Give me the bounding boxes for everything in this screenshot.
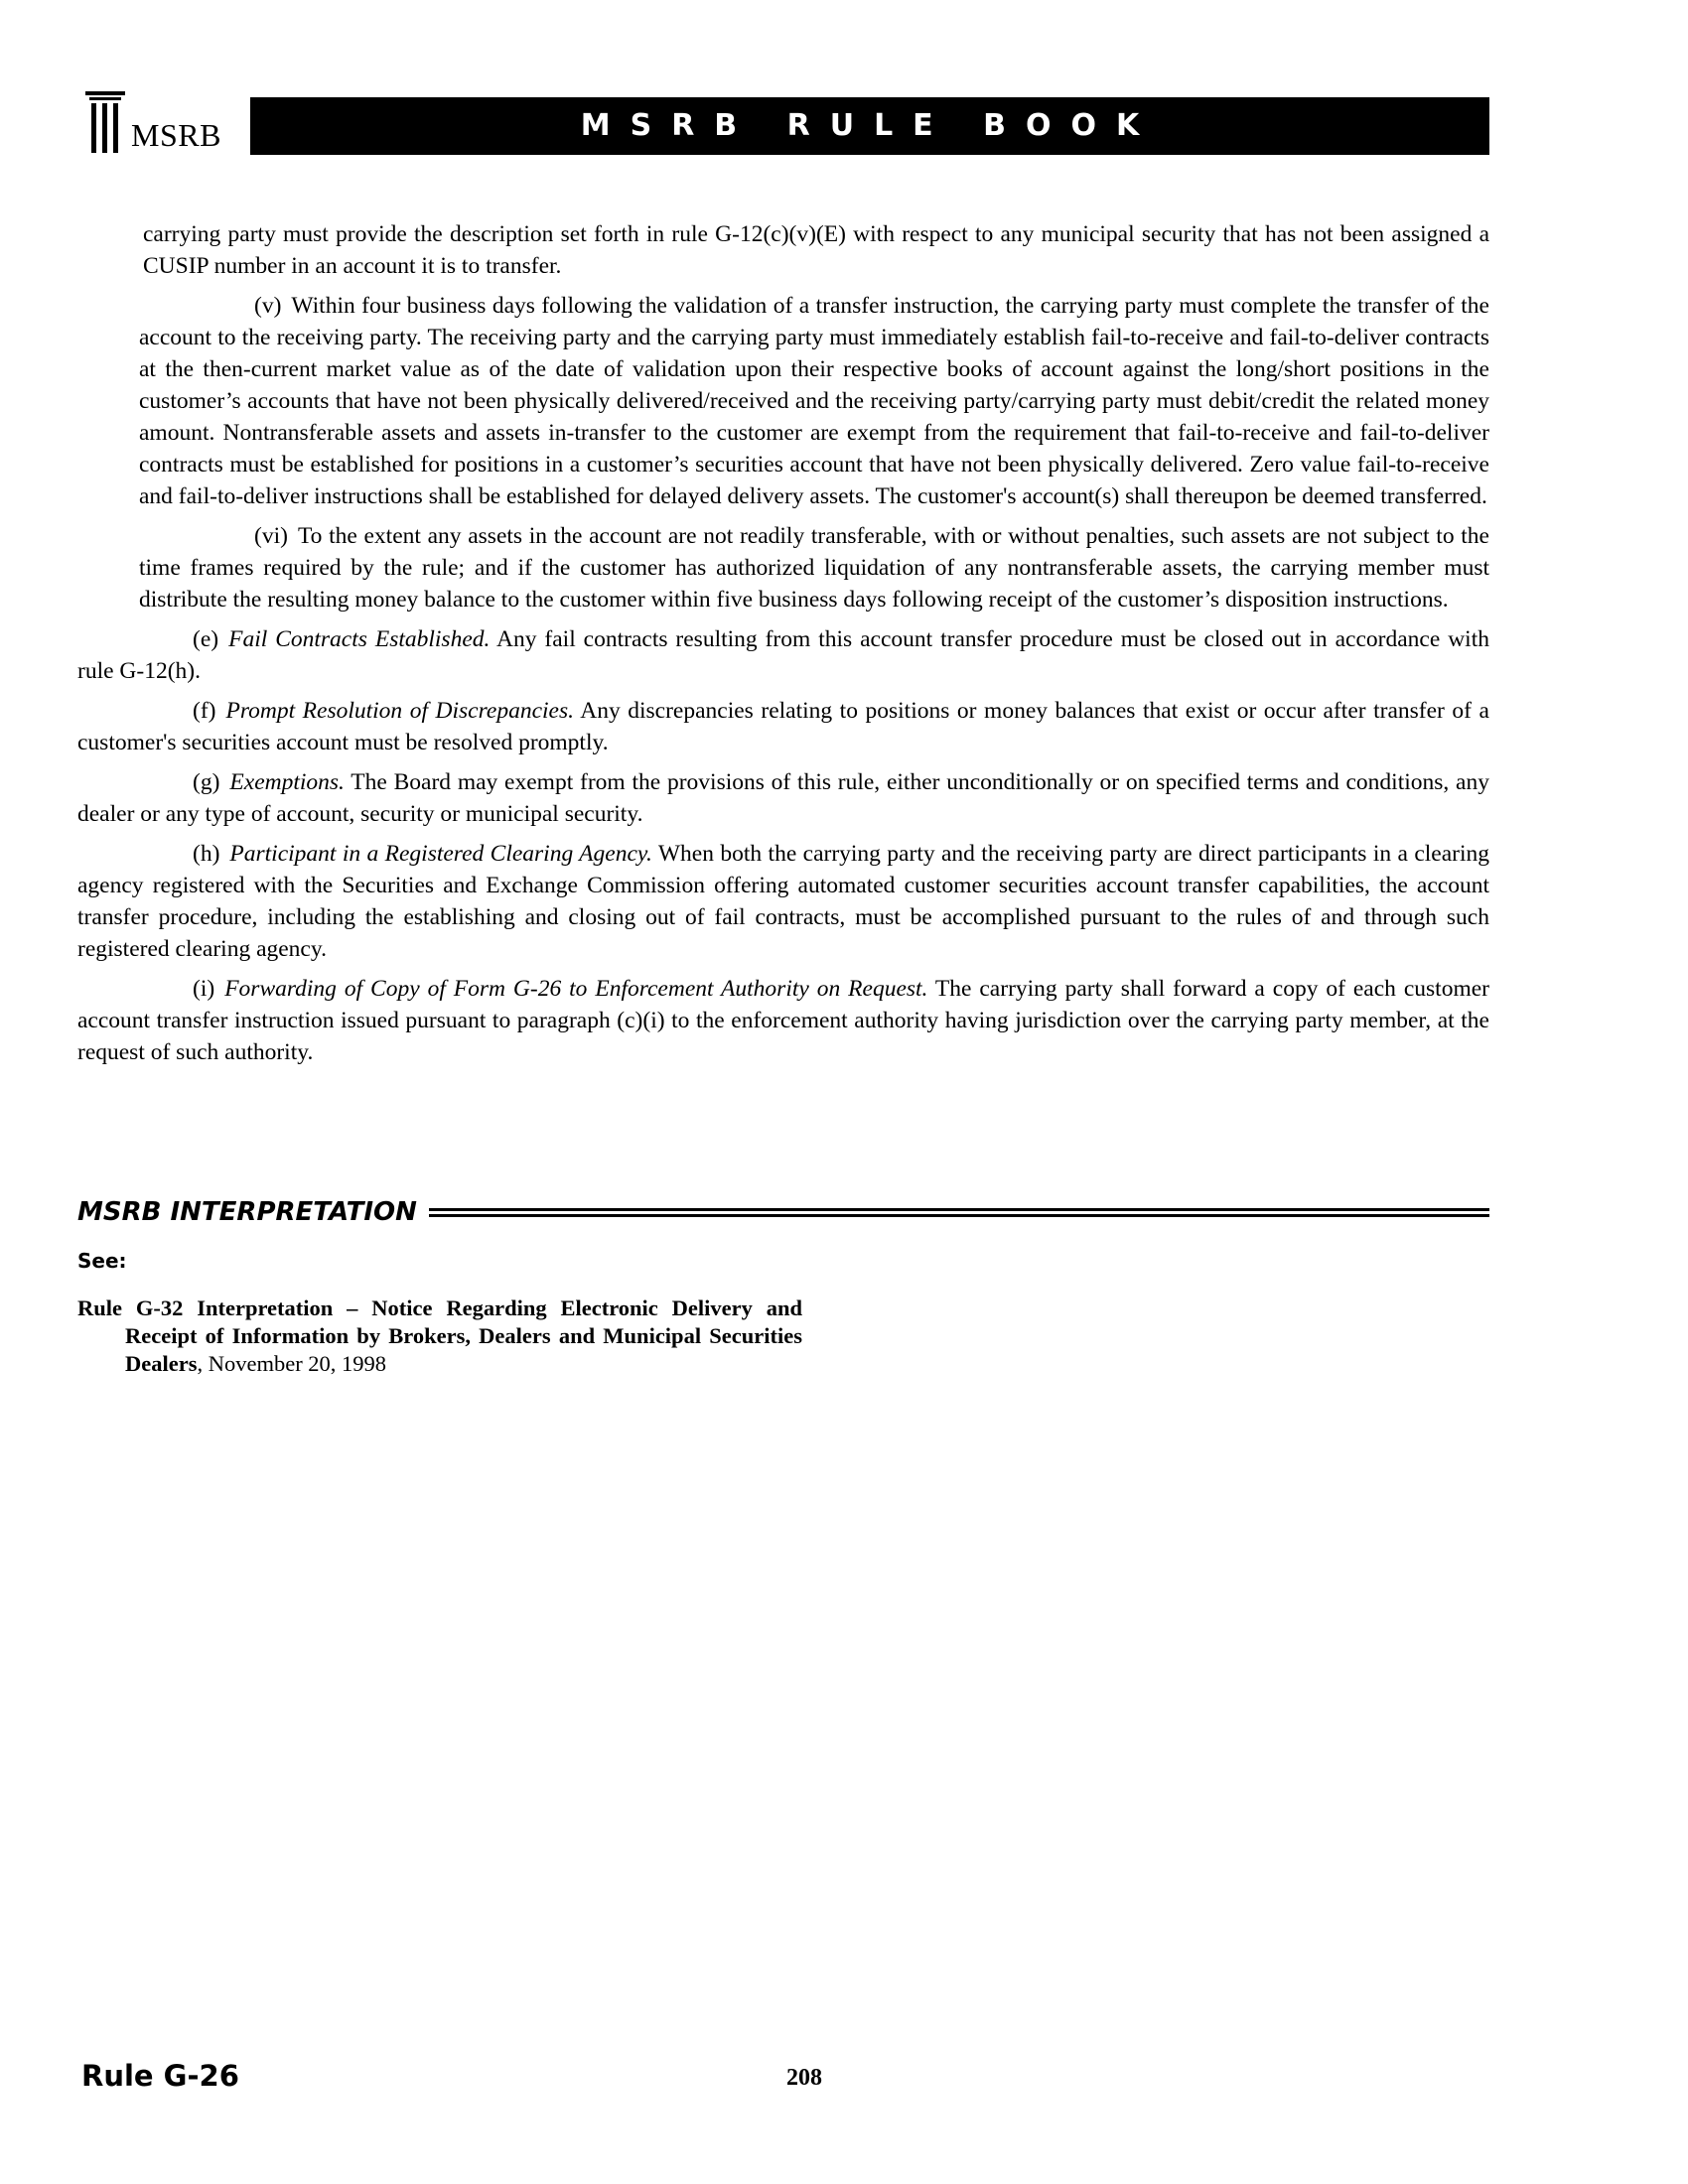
see-label: See: xyxy=(77,1249,127,1273)
reference-title: Rule G-32 Interpretation – Notice Regarding Electronic Delivery and Receipt of Information by Brokers, Dealers and Municipal Securities Dealers xyxy=(77,1296,802,1376)
paragraph-vi xyxy=(77,520,1489,615)
pillars-icon xyxy=(83,91,127,157)
interpretation-reference[interactable] xyxy=(77,1295,802,1378)
double-rule-divider xyxy=(429,1208,1489,1217)
section-label: (i) xyxy=(193,976,215,1002)
paragraph-text: Within four business days following the validation of a transfer instruction, the carrying party must complete the transfer of the account to the receiving party. The receiving party and the carrying party must immediately establish fail-to-receive and fail-to-deliver contracts at the then-current market value as of the date of validation upon their respective books of account against the long/short positions in the customer’s accounts that have not been physically delivered/received and the receiving party/carrying party must debit/credit the related money amount. Nontransferable assets and assets in-transfer to the customer are exempt from the requirement that fail-to-receive and fail-to-deliver contracts must be established for positions in a customer’s securities account that have not been physically delivered. Zero value fail-to-receive and fail-to-deliver instructions shall be established for delayed delivery assets. The customer's account(s) shall thereupon be deemed transferred. xyxy=(139,293,1489,509)
page-number: 208 xyxy=(786,2065,822,2091)
section-label: (e) xyxy=(193,626,219,652)
section-g xyxy=(77,766,1489,830)
section-h xyxy=(77,838,1489,965)
section-label: (f) xyxy=(193,698,216,724)
section-label: (h) xyxy=(193,841,220,867)
section-title: Prompt Resolution of Discrepancies. xyxy=(225,698,574,724)
section-title: Participant in a Registered Clearing Agency. xyxy=(229,841,652,867)
section-title: Forwarding of Copy of Form G-26 to Enforcement Authority on Request. xyxy=(224,976,928,1002)
paragraph-text: To the extent any assets in the account are not readily transferable, with or without penalties, such assets are not subject to the time frames required by the rule; and if the customer has authorized liquidation of any nontransferable assets, the carrying member must distribute the resulting money balance to the customer within five business days following receipt of the customer’s disposition instructions. xyxy=(139,523,1489,613)
section-label: (g) xyxy=(193,769,220,795)
section-text: When both the carrying party and the receiving party are direct participants in a clearing agency registered with the Securities and Exchange Commission offering automated customer securities account transfer capabilities, the account transfer procedure, including the establishing and closing out of fail contracts, must be accomplished pursuant to the rules of and through such registered clearing agency. xyxy=(77,841,1489,962)
rule-text xyxy=(77,218,1489,1076)
page-header xyxy=(83,91,1489,157)
section-text: Any discrepancies relating to positions or money balances that exist or occur after transfer of a customer's securities account must be resolved promptly. xyxy=(77,698,1489,755)
section-text: Any fail contracts resulting from this account transfer procedure must be closed out in accordance with rule G-12(h). xyxy=(77,626,1489,684)
interpretation-header xyxy=(77,1195,1489,1229)
paragraph-label: (v) xyxy=(254,293,282,319)
footer-rule-label: Rule G-26 xyxy=(81,2059,239,2093)
paragraph-continued: carrying party must provide the description set forth in rule G-12(c)(v)(E) with respect to any municipal security that has not been assigned a CUSIP number in an account it is to transfer. xyxy=(143,221,1489,279)
logo-text: MSRB xyxy=(131,117,221,153)
interpretation-section xyxy=(77,1195,1489,1378)
paragraph-label: (vi) xyxy=(254,523,288,549)
section-e xyxy=(77,623,1489,687)
reference-date: , November 20, 1998 xyxy=(197,1351,387,1376)
section-i xyxy=(77,973,1489,1068)
rule-book-banner: MSRB RULE BOOK xyxy=(250,97,1489,155)
section-f xyxy=(77,695,1489,758)
paragraph-v xyxy=(77,290,1489,512)
section-text: The Board may exempt from the provisions of this rule, either unconditionally or on specified terms and conditions, any dealer or any type of account, security or municipal security. xyxy=(77,769,1489,827)
section-text: The carrying party shall forward a copy of each customer account transfer instruction issued pursuant to paragraph (c)(i) to the enforcement authority having jurisdiction over the carrying party member, at the request of such authority. xyxy=(77,976,1489,1065)
interpretation-heading: MSRB INTERPRETATION xyxy=(77,1197,417,1227)
section-title: Exemptions. xyxy=(229,769,345,795)
msrb-logo xyxy=(83,91,250,157)
section-title: Fail Contracts Established. xyxy=(228,626,491,652)
